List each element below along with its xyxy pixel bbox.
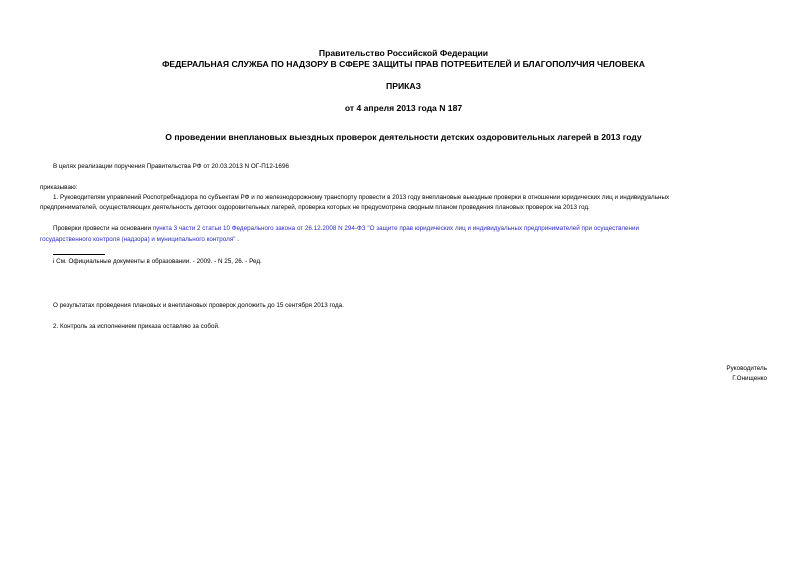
control-paragraph: 2. Контроль за исполнением приказа оставляю за собой. <box>53 323 220 330</box>
government-heading: Правительство Российской Федерации <box>318 48 489 58</box>
footnote-divider <box>53 254 105 255</box>
document-title: О проведении внеплановых выездных проверок деятельности детских оздоровительных лагерей в 2013 году <box>165 132 642 142</box>
inspection-prefix: Проверки провести на основании <box>53 225 153 232</box>
inspection-suffix: . <box>235 236 239 243</box>
signature-position: Руководитель <box>726 365 767 372</box>
law-link-continuation[interactable]: государственного контроля (надзора) и муниципального контроля" <box>40 236 236 243</box>
document-date-number: от 4 апреля 2013 года N 187 <box>344 103 463 113</box>
inspection-paragraph-continuation <box>40 235 239 245</box>
inspection-paragraph <box>40 224 770 234</box>
signature-name: Г.Онищенко <box>732 374 767 382</box>
basis-paragraph: В целях реализации поручения Правительства РФ от 20.03.2013 N ОГ-П12-1696 <box>53 163 289 170</box>
service-heading: ФЕДЕРАЛЬНАЯ СЛУЖБА ПО НАДЗОРУ В СФЕРЕ ЗАЩИТЫ ПРАВ ПОТРЕБИТЕЛЕЙ И БЛАГОПОЛУЧИЯ ЧЕЛОВЕКА <box>162 59 645 69</box>
signature-block <box>726 364 767 383</box>
item-1-paragraph: 1. Руководителям управлений Роспотребнадзора по субъектам РФ и по железнодорожному транспорту провести в 2013 году внеплановые выездные проверки в отношении юридических лиц и индивидуальных <box>53 194 670 201</box>
item-1-paragraph-continuation: предпринимателей, осуществляющих деятельность детских оздоровительных лагерей, проверка которых не предусмотрена сводным планом проведения плановых проверок на 2013 год. <box>40 204 590 211</box>
footnote: i См. Официальные документы в образовании. - 2009. - N 25, 26. - Ред. <box>53 258 262 265</box>
document-type: ПРИКАЗ <box>386 81 421 91</box>
results-paragraph: О результатах проведения плановых и внеплановых проверок доложить до 15 сентября 2013 года. <box>53 302 344 309</box>
order-word: приказываю: <box>40 184 78 191</box>
law-link[interactable]: пункта 3 части 2 статьи 10 Федерального закона от 26.12.2008 N 294-ФЗ "О защите прав юридических лиц и индивидуальных предпринимателей при осуществлении <box>152 225 640 232</box>
